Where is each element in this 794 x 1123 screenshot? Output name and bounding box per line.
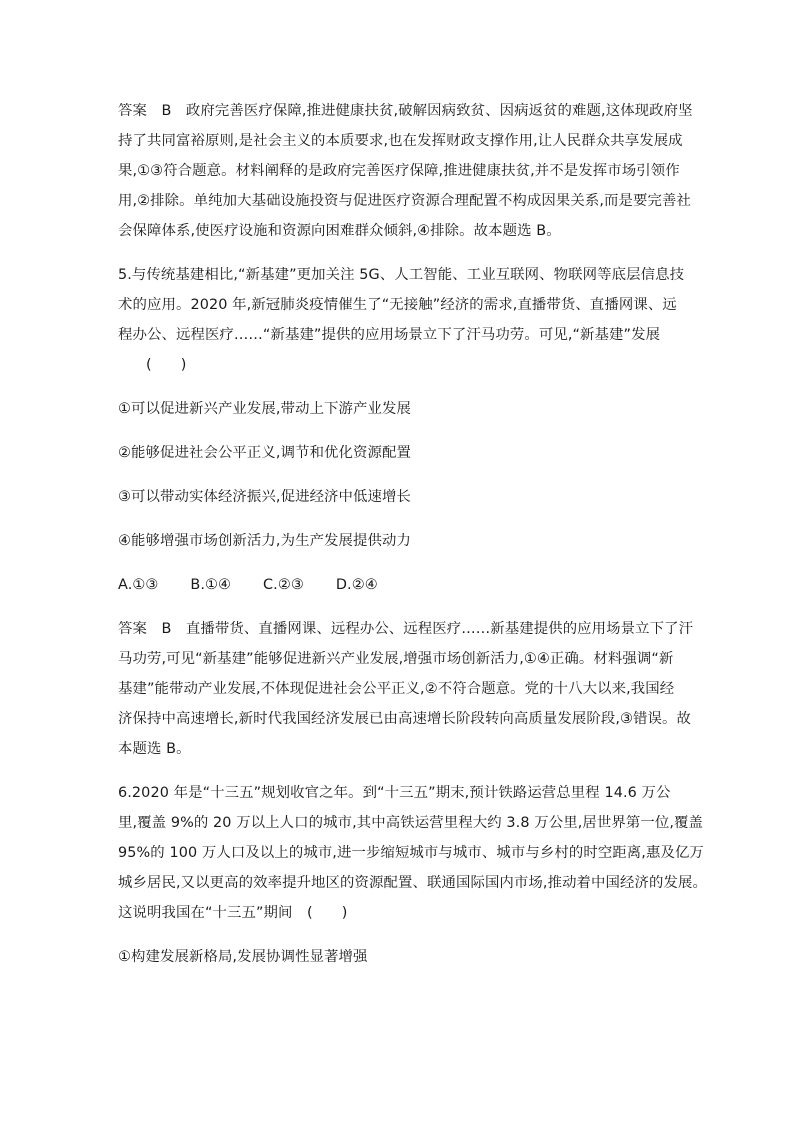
- answer-blank: ( ): [146, 357, 187, 373]
- option-b: B.①④: [190, 577, 232, 593]
- question-5-item: [118, 394, 678, 424]
- spacer: [118, 246, 678, 260]
- text-line: 基建”能带动产业发展,不体现促进社会公平正义,②不符合题意。党的十八大以来,我国经: [118, 681, 675, 697]
- text-line: 马功劳,可见“新基建”能够促进新兴产业发展,增强市场创新活力,①④正确。材料强调“新: [118, 651, 674, 667]
- question-5-item: [118, 482, 678, 512]
- text-line: 6.2020 年是“十三五”规划收官之年。到“十三五”期末,预计铁路运营总里程 14.6 万公: [118, 785, 671, 801]
- text-line: 果,①③符合题意。材料阐释的是政府完善医疗保障,推进健康扶贫,并不是发挥市场引领作: [118, 163, 680, 179]
- text-line: 这说明我国在“十三五”期间 ( ): [118, 905, 348, 921]
- spacer: [118, 468, 678, 482]
- spacer: [118, 600, 678, 614]
- text-line: 济保持中高速增长,新时代我国经济发展已由高速增长阶段转向高质量发展阶段,③错误。故: [118, 711, 691, 727]
- item-text: ①可以促进新兴产业发展,带动上下游产业发展: [118, 401, 411, 417]
- text-line: 答案 B 直播带货、直播网课、远程办公、远程医疗……新基建提供的应用场景立下了汗: [118, 621, 694, 637]
- question-5-stem: [118, 260, 685, 380]
- text-line: 城乡居民,又以更高的效率提升地区的资源配置、联通国际国内市场,推动着中国经济的发展。: [118, 875, 707, 891]
- question-6-item: [118, 942, 678, 972]
- text-line: 用,②排除。单纯加大基础设施投资与促进医疗资源合理配置不构成因果关系,而是要完善社: [118, 193, 691, 209]
- option-d: D.②④: [335, 577, 378, 593]
- spacer: [118, 928, 678, 942]
- item-text: ②能够促进社会公平正义,调节和优化资源配置: [118, 445, 411, 461]
- question-5-options: [118, 570, 678, 600]
- text-line: 程办公、远程医疗……“新基建”提供的应用场景立下了汗马功劳。可见,“新基建”发展: [118, 327, 661, 343]
- text-line: 答案 B 政府完善医疗保障,推进健康扶贫,破解因病致贫、因病返贫的难题,这体现政府坚: [118, 103, 693, 119]
- question-5-item: [118, 526, 678, 556]
- item-text: ①构建发展新格局,发展协调性显著增强: [118, 949, 368, 965]
- question-5-item: [118, 438, 678, 468]
- item-text: ③可以带动实体经济振兴,促进经济中低速增长: [118, 489, 411, 505]
- question-6-stem: [118, 778, 707, 928]
- item-text: ④能够增强市场创新活力,为生产发展提供动力: [118, 533, 411, 549]
- text-line: 里,覆盖 9%的 20 万以上人口的城市,其中高铁运营里程大约 3.8 万公里,居世界第一位,覆盖: [118, 815, 703, 831]
- text-line: 本题选 B。: [118, 741, 191, 757]
- spacer: [118, 512, 678, 526]
- text-line: 95%的 100 万人口及以上的城市,进一步缩短城市与城市、城市与乡村的时空距离,惠及亿万: [118, 845, 704, 861]
- option-c: C.②③: [263, 577, 304, 593]
- document-page: [118, 96, 707, 972]
- spacer: [118, 556, 678, 570]
- text-line: 会保障体系,使医疗设施和资源向困难群众倾斜,④排除。故本题选 B。: [118, 223, 561, 239]
- text-line: 持了共同富裕原则,是社会主义的本质要求,也在发挥财政支撑作用,让人民群众共享发展成: [118, 133, 683, 149]
- spacer: [118, 764, 678, 778]
- answer-explanation-q5: [118, 614, 694, 764]
- answer-explanation-q4: [118, 96, 693, 246]
- spacer: [118, 424, 678, 438]
- option-a: A.①③: [118, 577, 159, 593]
- spacer: [118, 380, 678, 394]
- text-line: 5.与传统基建相比,“新基建”更加关注 5G、人工智能、工业互联网、物联网等底层信息技: [118, 267, 685, 283]
- text-line: 术的应用。2020 年,新冠肺炎疫情催生了“无接触”经济的需求,直播带货、直播网课、远: [118, 297, 677, 313]
